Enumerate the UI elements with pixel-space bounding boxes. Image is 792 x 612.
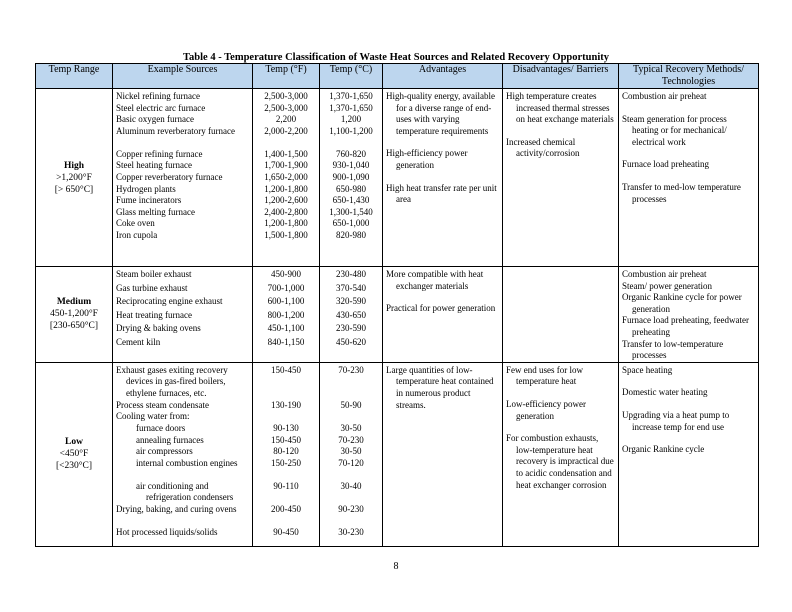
source-item: Heat treating furnace — [116, 309, 192, 320]
temp-c-value: 70-120 — [338, 457, 364, 468]
temp-f-value: 2,400-2,800 — [264, 206, 308, 217]
low-sources — [113, 362, 253, 546]
low-advantages — [383, 362, 503, 546]
advantage-item: More compatible with heat exchanger materials — [386, 269, 484, 291]
row-low — [36, 362, 759, 546]
low-methods — [619, 362, 759, 546]
method-item: Transfer to med-low temperature processes — [622, 181, 741, 204]
header-temp-range: Temp Range — [36, 64, 113, 89]
temp-c-value: 30-50 — [340, 422, 362, 433]
source-item: Basic oxygen furnace — [116, 114, 194, 125]
temp-f-value: 450-900 — [271, 269, 301, 279]
method-item: Steam/ power generation — [622, 280, 712, 291]
method-item: Organic Rankine cycle — [622, 444, 705, 455]
temp-c-value: 900-1,090 — [332, 171, 370, 182]
disadvantage-item: Low-efficiency power generation — [506, 398, 587, 421]
medium-disadvantages — [503, 267, 619, 363]
advantage-item: High-quality energy, available for a diverse range of end-uses with varying temperature requirements — [386, 91, 495, 136]
temp-c-value: 1,370-1,650 — [329, 91, 373, 101]
temp-f-value: 450-1,100 — [267, 323, 305, 334]
temp-f-value: 150-450 — [271, 364, 301, 375]
temp-f-value: 150-250 — [271, 457, 301, 468]
header-example-sources: Example Sources — [113, 64, 253, 89]
medium-sources — [113, 267, 253, 363]
source-item: Exhaust gases exiting recovery devices in gas-fired boilers, ethylene furnaces, etc. — [116, 364, 228, 398]
temp-c-value: 650-1,430 — [332, 195, 370, 206]
medium-temp-f — [253, 267, 320, 363]
advantage-item: High heat transfer rate per unit area — [386, 182, 497, 205]
source-item: Steel heating furnace — [116, 160, 192, 171]
temp-f-value: 1,650-2,000 — [264, 171, 308, 182]
range-label: Low — [65, 437, 83, 448]
source-item: air compressors — [136, 446, 193, 457]
method-item: Furnace load preheating, feedwater preheating — [622, 315, 749, 337]
high-temp-c — [320, 89, 383, 267]
temp-f-value: 1,700-1,900 — [264, 160, 308, 171]
source-item: internal combustion engines — [136, 457, 238, 468]
header-disadvantages: Disadvantages/ Barriers — [503, 64, 619, 89]
page-number: 8 — [393, 561, 399, 572]
temp-range-medium — [36, 267, 113, 363]
disadvantage-item: Increased chemical activity/corrosion — [506, 136, 580, 159]
row-high — [36, 89, 759, 267]
temp-f-value: 600-1,100 — [267, 296, 305, 307]
temp-f-value: 700-1,000 — [267, 282, 305, 293]
high-advantages — [383, 89, 503, 267]
source-item: Fume incinerators — [116, 195, 182, 206]
range-label: High — [63, 160, 85, 171]
temp-f-value: 800-1,200 — [267, 309, 305, 320]
medium-advantages — [383, 267, 503, 363]
table-header-row — [36, 64, 759, 89]
source-item: Aluminum reverberatory furnace — [116, 125, 235, 136]
method-item: Combustion air preheat — [622, 91, 707, 101]
temp-c-value: 450-620 — [336, 336, 366, 347]
temp-range-low — [36, 362, 113, 546]
low-temp-f — [253, 362, 320, 546]
temp-f-value: 1,200-1,800 — [264, 183, 308, 194]
source-item: Glass melting furnace — [116, 206, 195, 217]
high-methods — [619, 89, 759, 267]
source-item: Hot processed liquids/solids — [116, 526, 218, 537]
temp-f-value: 200-450 — [271, 503, 301, 514]
source-item: Nickel refining furnace — [116, 91, 200, 101]
header-temp-c: Temp (°C) — [320, 64, 383, 89]
temp-c-value: 370-540 — [336, 282, 366, 293]
temp-c-value: 30-50 — [340, 446, 362, 457]
method-item: Combustion air preheat — [622, 269, 707, 279]
temp-f-value: 150-450 — [271, 434, 301, 445]
temp-c-value: 230-480 — [336, 269, 366, 279]
disadvantage-item: For combustion exhausts, low-temperature heat recovery is impractical due to acidic condensation and heat exchanger corrosion — [506, 433, 614, 490]
temp-c-value: 1,370-1,650 — [329, 102, 373, 113]
disadvantage-item: Few end uses for low temperature heat — [506, 364, 583, 387]
temp-c-value: 90-230 — [338, 503, 364, 514]
temp-f-value: 1,200-2,600 — [264, 195, 308, 206]
temp-c-value: 820-980 — [336, 229, 366, 240]
temp-f-value: 2,200 — [275, 114, 297, 125]
source-item: Hydrogen plants — [116, 183, 176, 194]
temp-f-value: 1,500-1,800 — [264, 229, 308, 240]
source-item: Drying, baking, and curing ovens — [116, 503, 237, 514]
temp-c-value: 1,100-1,200 — [329, 125, 373, 136]
row-medium — [36, 267, 759, 363]
source-item: Steel electric arc furnace — [116, 102, 206, 113]
disadvantage-item: High temperature creates increased thermal stresses on heat exchange materials — [506, 91, 614, 125]
temp-c-value: 50-90 — [340, 399, 362, 410]
advantage-item: Practical for power generation — [386, 303, 496, 314]
range-c: [<230°C] — [55, 461, 93, 472]
temp-c-value: 230-590 — [336, 323, 366, 334]
temp-f-value: 90-130 — [273, 422, 299, 433]
header-temp-f: Temp (°F) — [253, 64, 320, 89]
medium-methods — [619, 267, 759, 363]
method-item: Furnace load preheating — [622, 159, 709, 170]
temp-c-value: 30-230 — [338, 526, 364, 537]
temp-f-value: 2,000-2,200 — [264, 125, 308, 136]
advantage-item: High-efficiency power generation — [386, 148, 468, 170]
temp-f-value: 90-110 — [273, 480, 299, 491]
range-c: [230-650°C] — [49, 321, 99, 332]
waste-heat-table — [35, 63, 759, 547]
temp-f-value: 2,500-3,000 — [264, 102, 308, 113]
temp-c-value: 1,200 — [340, 114, 362, 125]
source-item: Drying & baking ovens — [116, 323, 201, 334]
header-advantages: Advantages — [383, 64, 503, 89]
source-item: Coke oven — [116, 218, 155, 229]
temp-c-value: 70-230 — [338, 364, 364, 375]
high-temp-f — [253, 89, 320, 267]
temp-f-value: 2,500-3,000 — [264, 91, 308, 101]
temp-c-value: 430-650 — [336, 309, 366, 320]
high-sources — [113, 89, 253, 267]
temp-range-high — [36, 89, 113, 267]
source-item: Iron cupola — [116, 229, 158, 240]
temp-f-value: 80-120 — [273, 446, 299, 457]
temp-c-value: 760-820 — [336, 148, 366, 159]
method-item: Steam generation for process heating or for mechanical/ electrical work — [622, 113, 727, 147]
low-disadvantages — [503, 362, 619, 546]
method-item: Upgrading via a heat pump to increase temp for end use — [622, 409, 730, 432]
method-item: Space heating — [622, 364, 673, 375]
source-item: Steam boiler exhaust — [116, 269, 192, 279]
temp-f-value: 840-1,150 — [267, 336, 305, 347]
source-item: Process steam condensate — [116, 399, 209, 410]
range-label: Medium — [56, 297, 92, 308]
temp-f-value: 130-190 — [271, 399, 301, 410]
high-disadvantages — [503, 89, 619, 267]
medium-temp-c — [320, 267, 383, 363]
table-title: Table 4 - Temperature Classification of Waste Heat Sources and Related Recovery Opportunity — [182, 52, 609, 63]
temp-c-value: 320-590 — [336, 296, 366, 307]
temp-c-value: 930-1,040 — [332, 160, 370, 171]
temp-f-value: 90-450 — [273, 526, 299, 537]
temp-c-value: 650-1,000 — [332, 218, 370, 229]
temp-c-value: 30-40 — [340, 480, 362, 491]
source-item: Reciprocating engine exhaust — [116, 296, 223, 307]
temp-c-value: 1,300-1,540 — [329, 206, 373, 217]
source-item: Copper reverberatory furnace — [116, 171, 223, 182]
source-item: Cooling water from: — [116, 411, 190, 422]
temp-c-value: 650-980 — [336, 183, 366, 194]
source-item: annealing furnaces — [136, 434, 204, 445]
range-f: <450°F — [59, 449, 89, 460]
method-item: Organic Rankine cycle for power generation — [622, 292, 742, 314]
range-c: [> 650°C] — [54, 184, 94, 195]
source-item: Copper refining furnace — [116, 148, 203, 159]
temp-f-value: 1,400-1,500 — [264, 148, 308, 159]
range-f: >1,200°F — [56, 172, 92, 183]
temp-f-value: 1,200-1,800 — [264, 218, 308, 229]
method-item: Transfer to low-temperature processes — [622, 338, 724, 361]
header-recovery-methods: Typical Recovery Methods/ Technologies — [619, 64, 759, 89]
source-item: furnace doors — [136, 422, 186, 433]
source-item: air conditioning and refrigeration condensers — [136, 480, 234, 503]
source-item: Gas turbine exhaust — [116, 282, 188, 293]
range-f: 450-1,200°F — [50, 309, 98, 320]
source-item: Cement kiln — [116, 336, 161, 347]
low-temp-c — [320, 362, 383, 546]
temp-c-value: 70-230 — [338, 434, 364, 445]
advantage-item: Large quantities of low-temperature heat contained in numerous product streams. — [386, 364, 494, 410]
method-item: Domestic water heating — [622, 387, 708, 398]
